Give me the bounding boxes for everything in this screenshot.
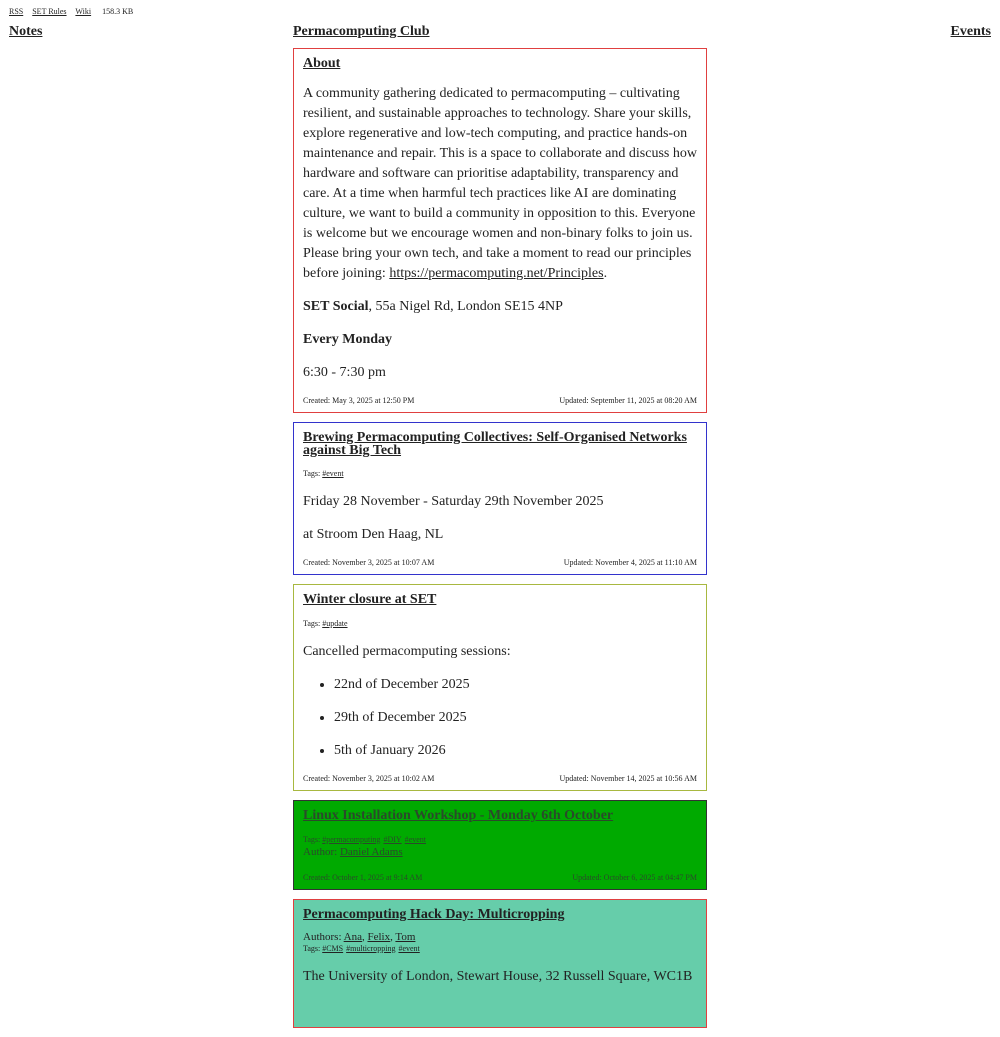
hackday-location: The University of London, Stewart House, 32 Russell Square, WC1B (303, 969, 693, 984)
brewing-card (293, 422, 707, 575)
hackday-title-link[interactable]: Permacomputing Hack Day: Multicropping (303, 907, 565, 922)
list-item: • 29th of December 2025 (334, 708, 697, 728)
winter-created: Created: November 3, 2025 at 10:02 AM (303, 774, 435, 783)
about-title-link[interactable]: About (303, 56, 341, 71)
hackday-authors: Authors: Ana, Felix, Tom (303, 931, 416, 943)
hackday-title (303, 908, 697, 922)
hackday-tags (303, 944, 697, 954)
hackday-card (293, 899, 707, 1028)
about-body-paragraph (303, 84, 697, 284)
list-item: • 22nd of December 2025 (334, 675, 697, 695)
venue-name: SET Social (303, 299, 369, 314)
linux-meta (303, 873, 697, 883)
author-link[interactable]: Daniel Adams (339, 846, 403, 858)
winter-title (303, 593, 697, 607)
about-body: A community gathering dedicated to permacomputing – cultivating resilient, and sustainable approaches to technology. Share your skills, explore regenerative and low-tech computing, and practice hands-on maintenance and repair. This is a space to collaborate and discuss how hardware and software can prioritise adaptability, transparency and care. At a time when harmful tech practices like AI are dominating culture, we want to build a community in opposition to this. Everyone is welcome but we encourage women and non-binary folks to join us. Please bring your own tech, and take a moment to read our principles before joining: (303, 86, 697, 281)
about-created: Created: May 3, 2025 at 12:50 PM (303, 396, 415, 405)
brewing-date: Friday 28 November - Saturday 29th November 2025 (303, 494, 604, 509)
linux-title-link[interactable]: Linux Installation Workshop - Monday 6th October (303, 808, 614, 823)
wiki-link[interactable]: Wiki (75, 7, 92, 16)
winter-updated: Updated: November 14, 2025 at 10:56 AM (559, 774, 697, 783)
tag-link[interactable]: #update (322, 619, 348, 628)
about-meta (303, 396, 697, 406)
authors-label: Authors: (303, 931, 342, 943)
winter-title-link[interactable]: Winter closure at SET (303, 592, 437, 607)
tag-link[interactable]: #multicropping (346, 944, 396, 953)
tag-link[interactable]: #event (322, 469, 344, 478)
page-size: 158.3 KB (102, 7, 134, 16)
meeting-time: 6:30 - 7:30 pm (303, 365, 386, 380)
tag-link[interactable]: #CMS (322, 944, 344, 953)
meeting-day (303, 330, 697, 350)
linux-title (303, 809, 697, 823)
winter-tags (303, 619, 697, 629)
tag-link[interactable]: #DIY (383, 835, 402, 844)
nav-notes-link[interactable]: Notes (9, 24, 43, 39)
tags-label: Tags: (303, 469, 321, 478)
about-body-end: . (603, 266, 608, 281)
author-link[interactable]: Felix (367, 931, 391, 943)
rss-link[interactable]: RSS (9, 7, 24, 16)
set-rules-link[interactable]: SET Rules (32, 7, 67, 16)
tags-label: Tags: (303, 619, 321, 628)
winter-intro: Cancelled permacomputing sessions: (303, 644, 511, 659)
author-link[interactable]: Ana (343, 931, 362, 943)
brewing-updated: Updated: November 4, 2025 at 11:10 AM (563, 558, 697, 567)
cancelled-dates-list (303, 675, 697, 761)
tags-label: Tags: (303, 944, 321, 953)
brewing-title-link[interactable]: Brewing Permacomputing Collectives: Self-Organised Networks against Big Tech (303, 430, 687, 458)
brewing-created: Created: November 3, 2025 at 10:07 AM (303, 558, 435, 567)
about-title (303, 57, 697, 71)
tags-label: Tags: (303, 835, 321, 844)
author-label: Author: (303, 846, 338, 858)
brewing-tags (303, 469, 697, 479)
brewing-location: at Stroom Den Haag, NL (303, 527, 444, 542)
tag-link[interactable]: #event (404, 835, 426, 844)
linux-author (303, 845, 697, 859)
brewing-meta (303, 558, 697, 568)
winter-card (293, 584, 707, 791)
venue-address: , 55a Nigel Rd, London SE15 4NP (368, 299, 563, 314)
brewing-title (303, 431, 697, 457)
venue (303, 297, 697, 317)
list-item: • 5th of January 2026 (334, 741, 697, 761)
about-updated: Updated: September 11, 2025 at 08:20 AM (559, 396, 697, 405)
linux-card (293, 800, 707, 890)
tag-link[interactable]: #event (398, 944, 420, 953)
meeting-day-text: Every Monday (303, 332, 393, 347)
author-link[interactable]: Tom (395, 931, 416, 943)
about-card (293, 48, 707, 413)
principles-link[interactable]: https://permacomputing.net/Principles (389, 266, 604, 281)
linux-tags (303, 835, 697, 845)
post-feed (293, 48, 707, 1037)
winter-meta (303, 774, 697, 784)
linux-updated: Updated: October 6, 2025 at 04:47 PM (572, 873, 697, 882)
nav-events-link[interactable]: Events (950, 24, 991, 39)
nav-club-link[interactable]: Permacomputing Club (293, 24, 430, 39)
tag-link[interactable]: #permacomputing (322, 835, 381, 844)
linux-created: Created: October 1, 2025 at 9:14 AM (303, 873, 423, 882)
top-links (9, 7, 133, 16)
